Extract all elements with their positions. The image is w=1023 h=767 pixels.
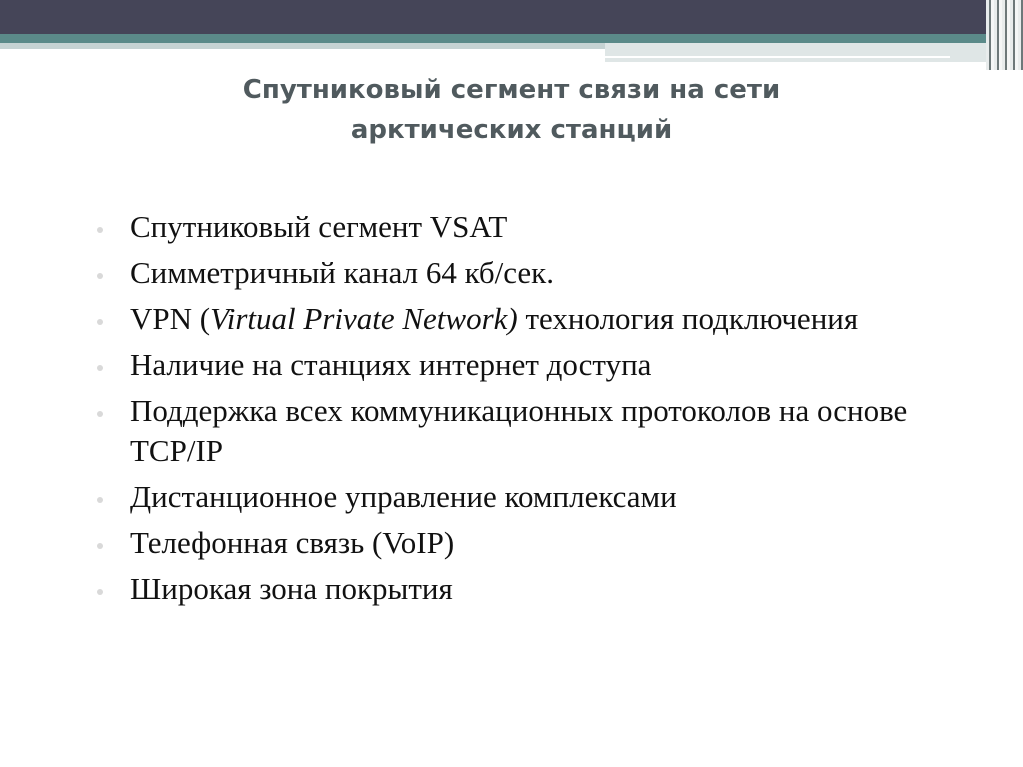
bullet-item bbox=[97, 207, 977, 247]
bullet-item bbox=[97, 299, 977, 339]
bullet-dot-icon bbox=[97, 227, 103, 233]
bullet-text-vpn-suffix: технология подключения bbox=[517, 301, 859, 336]
header-band-dark bbox=[0, 0, 1023, 34]
bullet-item bbox=[97, 477, 977, 517]
bullet-dot-icon bbox=[97, 589, 103, 595]
bullet-dot-icon bbox=[97, 319, 103, 325]
bullet-text: Дистанционное управление комплексами bbox=[130, 479, 677, 514]
bullet-dot-icon bbox=[97, 543, 103, 549]
bullet-list bbox=[97, 207, 977, 615]
header-accent-line bbox=[605, 56, 950, 58]
bullet-item bbox=[97, 523, 977, 563]
bullet-dot-icon bbox=[97, 273, 103, 279]
header-band-light-right bbox=[605, 43, 1023, 62]
bullet-text: Поддержка всех коммуникационных протоколов на основе TCP/IP bbox=[130, 393, 908, 468]
bullet-text-vpn-prefix: VPN ( bbox=[130, 301, 211, 336]
bullet-item bbox=[97, 569, 977, 609]
bullet-dot-icon bbox=[97, 411, 103, 417]
bullet-item bbox=[97, 345, 977, 385]
bullet-text: Телефонная связь (VoIP) bbox=[130, 525, 455, 560]
header-band-teal bbox=[0, 34, 1023, 43]
bullet-dot-icon bbox=[97, 365, 103, 371]
bullet-text: Спутниковый сегмент VSAT bbox=[130, 209, 508, 244]
bullet-text-vpn-italic: Virtual Private Network) bbox=[210, 301, 518, 336]
slide-title-line-1: Спутниковый сегмент связи на сети bbox=[242, 75, 781, 105]
bullet-text: Наличие на станциях интернет доступа bbox=[130, 347, 652, 382]
slide-title bbox=[0, 70, 1023, 150]
header-band-light bbox=[0, 43, 605, 49]
slide-title-line-2: арктических станций bbox=[350, 115, 673, 145]
header-stripes-decoration bbox=[986, 0, 1023, 70]
bullet-item bbox=[97, 253, 977, 293]
bullet-dot-icon bbox=[97, 497, 103, 503]
bullet-text: Симметричный канал 64 кб/сек. bbox=[130, 255, 554, 290]
bullet-item bbox=[97, 391, 977, 471]
bullet-text: Широкая зона покрытия bbox=[130, 571, 453, 606]
